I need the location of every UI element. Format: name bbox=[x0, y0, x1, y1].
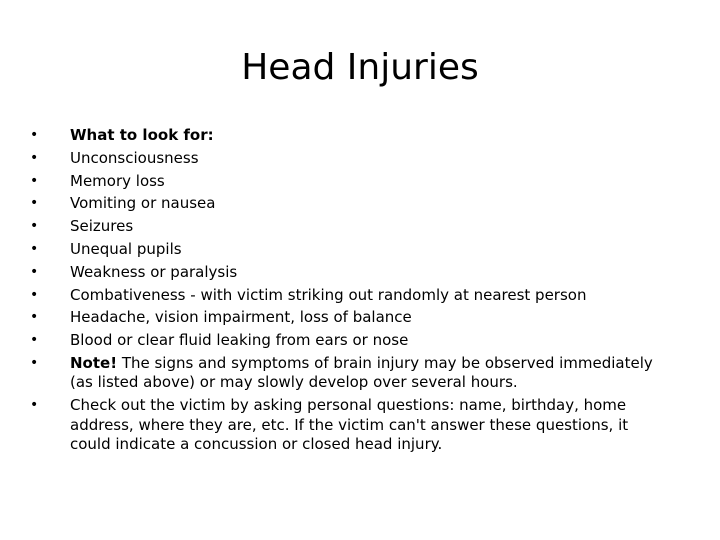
bullet-dot-icon: • bbox=[30, 195, 39, 212]
bullet-dot-icon: • bbox=[30, 240, 39, 257]
bullet-text: Check out the victim by asking personal questions: name, birthday, home address, where they are, etc. If the victim can't answer these questions, it could indicate a concussion or closed head injury. bbox=[70, 396, 629, 454]
bullet-dot-icon: • bbox=[30, 172, 39, 189]
bullet-text: Seizures bbox=[70, 217, 134, 236]
bullet-item bbox=[30, 217, 670, 237]
bullet-text: Unconsciousness bbox=[70, 148, 199, 167]
bullet-dot-icon: • bbox=[30, 149, 39, 166]
bullet-bold-text: Note! bbox=[70, 353, 118, 372]
bullet-bold-text: What to look for: bbox=[70, 126, 214, 144]
bullet-item bbox=[30, 126, 670, 146]
bullet-item bbox=[30, 354, 670, 393]
bullet-text: Headache, vision impairment, loss of balance bbox=[70, 308, 412, 327]
bullet-item bbox=[30, 194, 670, 214]
bullet-dot-icon: • bbox=[30, 218, 39, 235]
bullet-text: Unequal pupils bbox=[70, 239, 182, 258]
bullet-item bbox=[30, 331, 670, 351]
bullet-item bbox=[30, 263, 670, 283]
bullet-item bbox=[30, 149, 670, 169]
bullet-text: The signs and symptoms of brain injury may be observed immediately (as listed above) or may slowly develop over several hours. bbox=[70, 353, 653, 392]
bullet-dot-icon: • bbox=[30, 354, 39, 371]
bullet-text: Blood or clear fluid leaking from ears or nose bbox=[70, 331, 409, 350]
bullet-text: Vomiting or nausea bbox=[70, 194, 216, 213]
bullet-dot-icon: • bbox=[30, 263, 39, 280]
bullet-text: Memory loss bbox=[70, 171, 165, 190]
bullet-dot-icon: • bbox=[30, 286, 39, 303]
bullet-item bbox=[30, 286, 670, 306]
bullet-list bbox=[30, 126, 670, 458]
bullet-dot-icon: • bbox=[30, 309, 39, 326]
bullet-item bbox=[30, 396, 670, 455]
bullet-item bbox=[30, 240, 670, 260]
bullet-item bbox=[30, 172, 670, 192]
slide-title: Head Injuries bbox=[241, 47, 479, 88]
bullet-item bbox=[30, 308, 670, 328]
bullet-text: Weakness or paralysis bbox=[70, 262, 238, 281]
bullet-dot-icon: • bbox=[30, 127, 39, 143]
bullet-dot-icon: • bbox=[30, 397, 39, 414]
bullet-dot-icon: • bbox=[30, 332, 39, 349]
bullet-text: Combativeness - with victim striking out randomly at nearest person bbox=[70, 285, 587, 304]
